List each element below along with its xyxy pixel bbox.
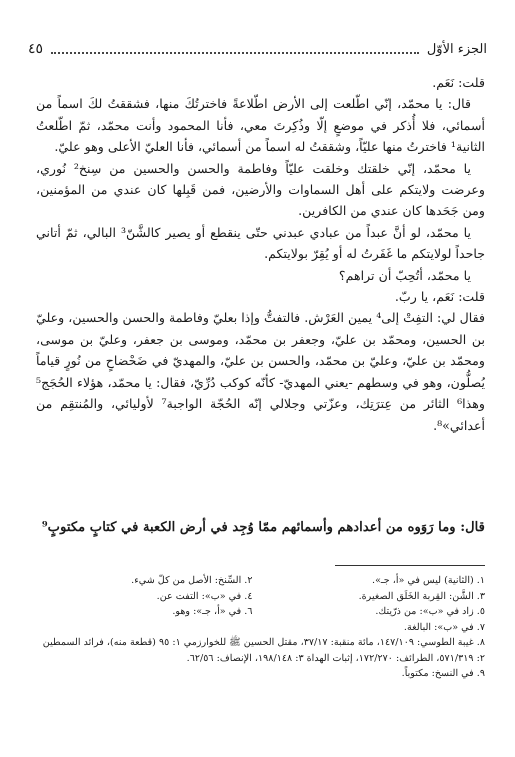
footnote: ٧. في «ب»: البالغة. <box>403 621 485 633</box>
footnote: ٤. في «ب»: التفت عن. <box>156 590 253 602</box>
dotted-leader <box>51 52 419 54</box>
footnote: ٦. في «أ، جـ»: وهو. <box>172 606 253 617</box>
paragraph: يا محمّد، لو أنَّ عبداً من عبادي عبدني حتّى ينقطع أو يصير كالشَّنّ³ البالي، ثمّ أتاني جاحداً لولايتكم ما غَفَرتُ له أو يُقِرّ بولايتكم. <box>36 224 485 262</box>
running-header <box>28 38 487 60</box>
paragraph: قلت: نَعَم. <box>432 75 485 90</box>
footnote: ١. (الثانية) ليس في «أ، جـ». <box>372 575 485 586</box>
paragraph: يا محمّد، أتُحِبّ أن تراهم؟ <box>338 267 471 283</box>
footnotes-grid <box>38 573 485 620</box>
footnote-divider <box>335 565 485 566</box>
page-number: ٤٥ <box>28 41 44 57</box>
footnote: ٥. زاد في «ب»: من ذرّيتك. <box>375 606 485 617</box>
footnote: ٩. في النسخ: مكتوباً. <box>401 668 485 679</box>
paragraph: يا محمّد، إنّي خلقتك وخلقت عليّاً وفاطمة والحسن والحسين من سِنخ² نُوري، وعرضت ولايتكم على أهل السماوات والأرضين، فمن قَبِلها كان عندي من المؤمنين، ومن جَحَدها كان عندي من الكافرين. <box>36 160 485 219</box>
footnote: ٨. غيبة الطوسي: ١٤٧/١٠٩، مائة منقبة: ٣٧/١٧، مقتل الحسين ﷺ للخوارزمي ١: ٩٥ (قطعة منه)، فرائد السمطين ٢: ٥٧١/٣١٩، الطرائف: ١٧٢/٢٧٠، إثبات الهداة ٣: ١٩٨/١٤٨، الإنصاف: ٦٢/٥٦. <box>42 637 485 664</box>
volume-title: الجزء الأوّل <box>426 41 487 57</box>
footnotes <box>38 573 485 682</box>
section-heading: قال: وما رَوَوه من أعدادهم وأسمائهم ممّا وُجِد في أرض الكعبة في كتابٍ مكتوبٍ⁹ <box>41 520 485 535</box>
footnote: ٣. الشَّن: القِربة الخَلَق الصغيرة. <box>358 590 485 602</box>
main-text <box>36 72 485 436</box>
paragraph: قلت: نَعَم، يا ربّ. <box>394 289 485 305</box>
paragraph: فقال لي: التفِتْ إلى⁴ يمين العَرْش. فالتفتُّ وإذا بعليّ وفاطمة والحسن والحسين، وعليّ بن الحسين، ومحمّد بن عليّ، وجعفر بن محمّد، وموسى بن جعفر، وعليّ بن موسى، ومحمّد بن عليّ، وعليّ بن محمّد، والحسن بن عليّ، والمهديّ في ضَحْضاحٍ من نُورٍ قياماً يُصلُّون، وهو في وسطهم -يعني المهديّ- كأنّه كوكب دُرِّيّ، فقال: يا محمّد، هؤلاء الحُجَج⁵ وهذا⁶ الثائر من عِترَتِك، وعزّتي وجلالي إنّه الحُجّة الواجبة⁷ لأوليائي، والمُنتقِم من أعدائي»⁸. <box>36 310 485 433</box>
paragraph: قال: يا محمّد، إنّي اطّلعت إلى الأرض اطّلاعةً فاخترتُكَ منها، فشققتُ لكَ اسماً من أسمائي، فلا أُذكر في موضعٍ إلّا وذُكِرتَ معي، فأنا المحمود وأنت محمّد، ثمّ اطّلعتُ الثانية¹ فاخترتُ منها عليّاً، وشققتُ له اسماً من أسمائي، فأنا العليّ الأعلى وهو عليّ. <box>36 96 485 155</box>
footnote: ٢. السِّنخ: الأصل من كلّ شيء. <box>131 575 253 586</box>
